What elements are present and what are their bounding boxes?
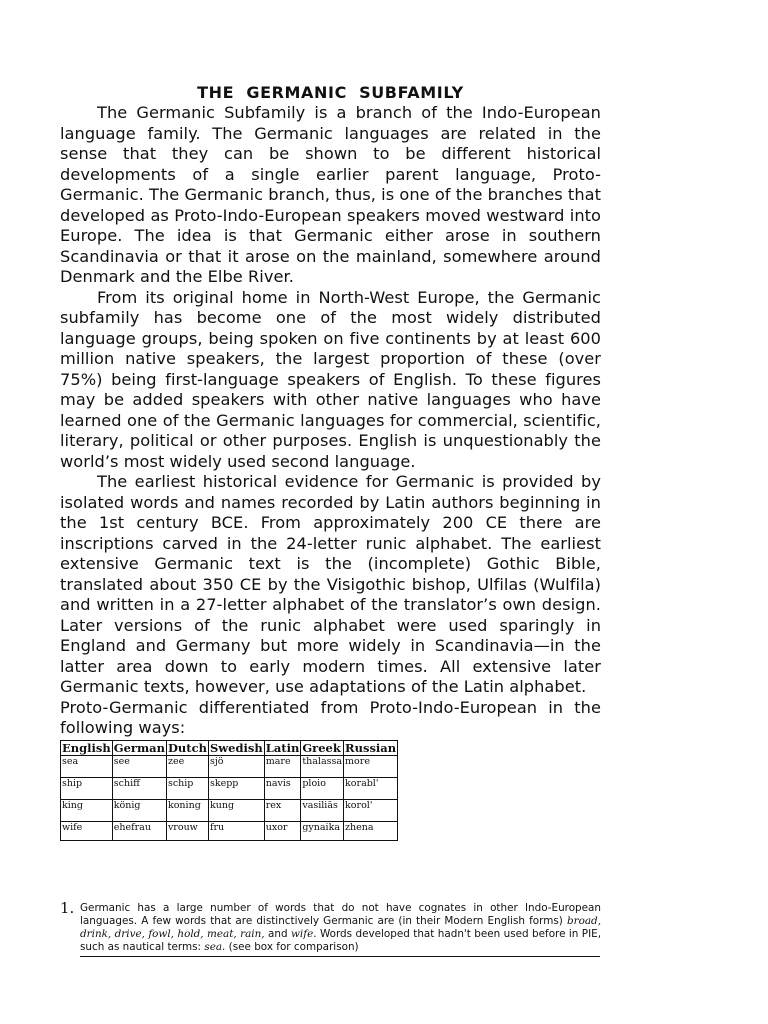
- footnote-text-part: Germanic has a large number of words that do not have cognates in other Indo-European languages. A few words that are distinctively Germanic are (in their Modern English forms): [80, 902, 601, 927]
- table-spacer-row: [61, 834, 398, 841]
- footnote-italic-words: broad, drink, drive, fowl, hold, meat, rain,: [80, 915, 601, 940]
- column-header: Swedish: [209, 740, 263, 755]
- table-cell: gynaika: [301, 821, 344, 834]
- table-cell: ship: [61, 777, 113, 790]
- column-header: Greek: [301, 740, 344, 755]
- table-cell: könig: [112, 799, 166, 812]
- paragraph-3: The earliest historical evidence for Germanic is provided by isolated words and names recorded by Latin authors beginning in the 1st century BCE. From approximately 200 CE there are inscriptions carved in the 24-letter runic alphabet. The earliest extensive Germanic text is the (incomplete) Gothic Bible, translated about 350 CE by the Visigothic bishop, Ulfilas (Wulfila) and written in a 27-letter alphabet of the translator’s own design. Later versions of the runic alphabet were used sparingly in England and Germany but more widely in Scandinavia—in the latter area down to early modern times. All extensive later Germanic texts, however, use adaptations of the Latin alphabet.: [60, 472, 601, 696]
- paragraph-2: From its original home in North-West Europe, the Germanic subfamily has become one of the most widely distributed language groups, being spoken on five continents by at least 600 million native speakers, the largest proportion of these (over 75%) being first-language speakers of English. To these figures may be added speakers with other native languages who have learned one of the Germanic languages for commercial, scientific, literary, political or other purposes. English is unquestionably the world’s most widely used second language.: [60, 287, 601, 471]
- column-header: Russian: [345, 740, 397, 755]
- table-cell: sea: [61, 755, 113, 768]
- lead-in-sentence: Proto-Germanic differentiated from Proto-Indo-European in the following ways:: [60, 697, 601, 737]
- column-header: English: [62, 740, 111, 755]
- table-cell: schip: [166, 777, 208, 790]
- table-cell: uxor: [264, 821, 301, 834]
- footnote-text: [60, 899, 602, 954]
- table-cell: zhena: [344, 821, 398, 834]
- footnote-italic-wife: wife: [291, 928, 314, 940]
- table-spacer-row: [61, 768, 398, 778]
- table-row: [61, 755, 398, 768]
- table-cell: thalassa: [302, 755, 343, 767]
- footnote-text-part: . Words developed that hadn't been used before in PIE, such as nautical terms:: [80, 928, 602, 953]
- table-header-row: [61, 740, 398, 755]
- table-row: [61, 777, 398, 790]
- table-cell: wife: [61, 821, 113, 834]
- table-row: [61, 799, 398, 812]
- table-cell: korabl': [344, 777, 398, 790]
- table-cell: king: [61, 799, 113, 812]
- table-cell: kung: [208, 799, 264, 812]
- footnote-number: 1.: [60, 899, 75, 917]
- table-cell: ehefrau: [112, 821, 166, 834]
- table-spacer-row: [61, 790, 398, 800]
- cognate-table: [60, 740, 398, 841]
- table-cell: korol': [344, 799, 398, 812]
- footnote-italic-sea: sea: [204, 941, 223, 953]
- document-body: [60, 82, 601, 841]
- column-header: Latin: [265, 740, 300, 755]
- table-cell: mare: [264, 755, 301, 768]
- footnote-text-part: and: [264, 928, 291, 940]
- table-cell: ploio: [301, 777, 344, 790]
- footnote: [60, 899, 602, 954]
- table-cell: sjö: [208, 755, 264, 768]
- table-cell: zee: [166, 755, 208, 768]
- table-cell: skepp: [208, 777, 264, 790]
- table-cell: vrouw: [166, 821, 208, 834]
- table-cell: more: [344, 755, 398, 768]
- table-cell: schiff: [112, 777, 166, 790]
- table-cell: fru: [208, 821, 264, 834]
- table-cell: koning: [166, 799, 208, 812]
- table-spacer-row: [61, 812, 398, 822]
- table-cell: navis: [264, 777, 301, 790]
- footnote-divider: [80, 956, 600, 957]
- table-cell: rex: [264, 799, 301, 812]
- footnote-text-part: . (see box for comparison): [222, 941, 359, 953]
- table-cell: see: [112, 755, 166, 768]
- paragraph-1: The Germanic Subfamily is a branch of the Indo-European language family. The Germanic languages are related in the sense that they can be shown to be different historical developments of a single earlier parent language, Proto-Germanic. The Germanic branch, thus, is one of the branches that developed as Proto-Indo-European speakers moved westward into Europe. The idea is that Germanic either arose in southern Scandinavia or that it arose on the mainland, somewhere around Denmark and the Elbe River.: [60, 103, 601, 286]
- column-header: German: [113, 740, 165, 755]
- page-title: THE GERMANIC SUBFAMILY: [197, 83, 464, 102]
- table-cell: vasiliās: [301, 799, 344, 812]
- column-header: Dutch: [167, 740, 207, 755]
- table-row: [61, 821, 398, 834]
